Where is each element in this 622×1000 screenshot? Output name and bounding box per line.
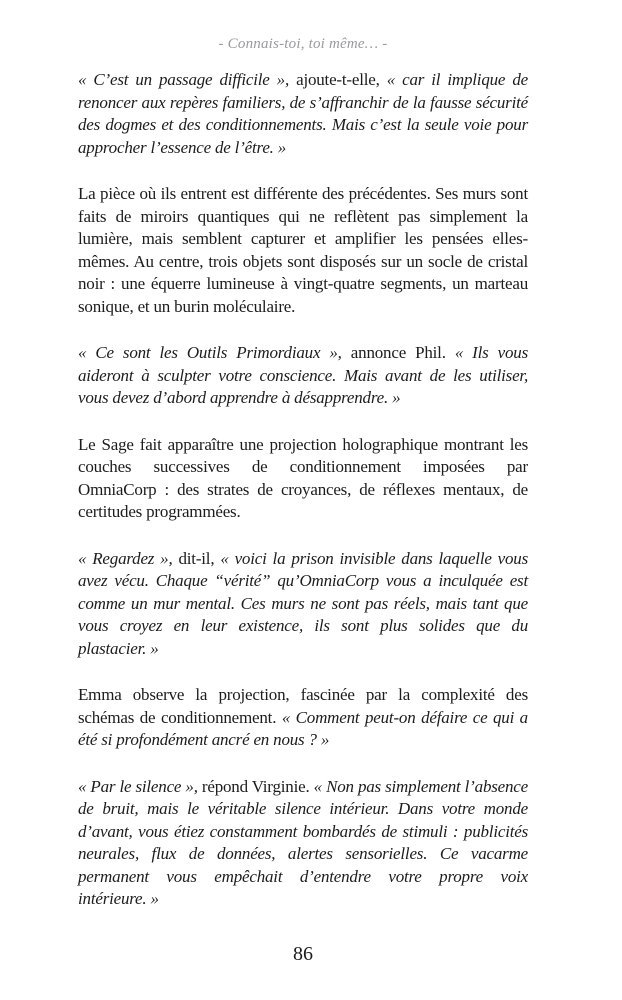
text-segment: « voici la prison invisible dans laquelle vous avez vécu. Chaque “vérité” qu’OmniaCorp vous a inculquée est comme un mur mental. Ces murs ne sont pas réels, mais tant que vous croyez en leur existence, ils sont plus solides que du plastacier. »	[78, 548, 528, 658]
text-segment: « car il implique de renoncer aux repères familiers, de s’affranchir de la fausse sécurité des dogmes et des conditionnements. Mais c’est la seule voie pour approcher l’essence de l’être. »	[78, 70, 528, 157]
text-segment: « Par le silence »,	[78, 776, 202, 796]
paragraph	[78, 434, 528, 524]
text-segment: « Ils vous aideront à sculpter votre conscience. Mais avant de les utiliser, vous devez d’abord apprendre à désapprendre. »	[78, 343, 528, 407]
text-segment: annonce Phil.	[350, 343, 455, 362]
paragraph	[78, 69, 528, 159]
text-segment: ajoute-t-elle,	[296, 70, 387, 89]
text-segment: dit-il,	[178, 548, 221, 568]
text-segment: répond Virginie.	[201, 776, 314, 796]
body-paragraphs	[78, 69, 528, 911]
paragraph	[78, 684, 528, 752]
paragraph	[78, 183, 528, 318]
text-segment: Emma observe la projection, fascinée par la complexité des schémas de conditionnement.	[78, 685, 528, 727]
text-segment: La pièce où ils entrent est différente des précédentes. Ses murs sont faits de miroirs quantiques qui ne reflètent pas simplement la lumière, mais semblent capturer et amplifier les pensées elles-mêmes. Au centre, trois objets sont disposés sur un socle de cristal noir : une équerre lumineuse à vingt-quatre segments, un marteau sonique, et un burin moléculaire.	[78, 184, 528, 316]
text-segment: « Non pas simplement l’absence de bruit, mais le véritable silence intérieur. Dans votre monde d’avant, vous étiez constamment bombardés de stimuli : publicités neurales, flux de données, alertes sensorielles. Ce vacarme permanent vous empêchait d’entendre votre propre voix intérieure. »	[78, 776, 528, 908]
paragraph	[78, 342, 528, 410]
text-segment: « C’est un passage difficile »,	[78, 70, 297, 89]
running-header: - Connais-toi, toi même… -	[218, 36, 388, 52]
text-segment: « Comment peut-on défaire ce qui a été si profondément ancré en nous ? »	[78, 707, 528, 749]
page-number: 86	[293, 943, 313, 965]
text-segment: Le Sage fait apparaître une projection holographique montrant les couches successives de conditionnement imposées par OmniaCorp : des strates de croyances, de réflexes mentaux, de certitudes programmées.	[78, 434, 528, 521]
paragraph	[78, 548, 528, 661]
text-segment: « Regardez »,	[78, 548, 179, 568]
paragraph	[78, 776, 528, 911]
text-segment: « Ce sont les Outils Primordiaux »,	[78, 343, 351, 362]
